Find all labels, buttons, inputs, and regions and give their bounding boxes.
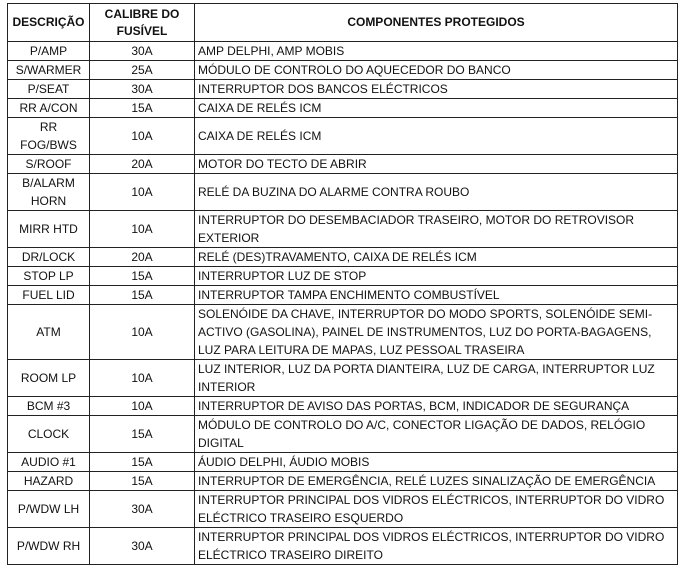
- table-row: [8, 305, 678, 360]
- cell-descricao: ATM: [8, 305, 90, 360]
- cell-componentes: LUZ INTERIOR, LUZ DA PORTA DIANTEIRA, LUZ DE CARGA, INTERRUPTOR LUZ INTERIOR: [195, 360, 678, 397]
- table-row: [8, 61, 678, 80]
- cell-componentes: INTERRUPTOR DE AVISO DAS PORTAS, BCM, INDICADOR DE SEGURANÇA: [195, 397, 678, 416]
- cell-calibre: 10A: [90, 360, 195, 397]
- header-componentes: COMPONENTES PROTEGIDOS: [195, 4, 678, 42]
- table-row: [8, 267, 678, 286]
- table-row: [8, 453, 678, 472]
- table-header-row: [8, 4, 678, 42]
- table-row: [8, 155, 678, 174]
- cell-descricao: MIRR HTD: [8, 211, 90, 248]
- cell-descricao: S/ROOF: [8, 155, 90, 174]
- table-row: [8, 80, 678, 99]
- cell-componentes: SOLENÓIDE DA CHAVE, INTERRUPTOR DO MODO SPORTS, SOLENÓIDE SEMI-ACTIVO (GASOLINA), PAINEL DE INSTRUMENTOS, LUZ DO PORTA-BAGAGENS, LUZ PARA LEITURA DE MAPAS, LUZ PESSOAL TRASEIRA: [195, 305, 678, 360]
- table-row: [8, 286, 678, 305]
- cell-componentes: ÁUDIO DELPHI, ÁUDIO MOBIS: [195, 453, 678, 472]
- table-row: [8, 42, 678, 61]
- table-row: [8, 118, 678, 155]
- cell-calibre: 10A: [90, 397, 195, 416]
- cell-descricao: P/SEAT: [8, 80, 90, 99]
- cell-componentes: RELÉ DA BUZINA DO ALARME CONTRA ROUBO: [195, 174, 678, 211]
- cell-descricao: FUEL LID: [8, 286, 90, 305]
- cell-calibre: 30A: [90, 491, 195, 528]
- cell-calibre: 15A: [90, 267, 195, 286]
- cell-calibre: 30A: [90, 42, 195, 61]
- table-row: [8, 360, 678, 397]
- table-row: [8, 528, 678, 565]
- cell-calibre: 30A: [90, 80, 195, 99]
- cell-componentes: MÓDULO DE CONTROLO DO AQUECEDOR DO BANCO: [195, 61, 678, 80]
- cell-componentes: INTERRUPTOR DE EMERGÊNCIA, RELÉ LUZES SINALIZAÇÃO DE EMERGÊNCIA: [195, 472, 678, 491]
- cell-calibre: 10A: [90, 174, 195, 211]
- cell-descricao: ROOM LP: [8, 360, 90, 397]
- table-row: [8, 211, 678, 248]
- cell-componentes: INTERRUPTOR LUZ DE STOP: [195, 267, 678, 286]
- cell-componentes: INTERRUPTOR DOS BANCOS ELÉCTRICOS: [195, 80, 678, 99]
- cell-calibre: 15A: [90, 416, 195, 453]
- table-row: [8, 174, 678, 211]
- cell-descricao: HAZARD: [8, 472, 90, 491]
- cell-descricao: DR/LOCK: [8, 248, 90, 267]
- table-row: [8, 248, 678, 267]
- cell-componentes: MOTOR DO TECTO DE ABRIR: [195, 155, 678, 174]
- cell-componentes: INTERRUPTOR PRINCIPAL DOS VIDROS ELÉCTRICOS, INTERRUPTOR DO VIDRO ELÉCTRICO TRASEIRO ESQUERDO: [195, 491, 678, 528]
- cell-descricao: BCM #3: [8, 397, 90, 416]
- cell-descricao: P/WDW RH: [8, 528, 90, 565]
- cell-descricao: P/WDW LH: [8, 491, 90, 528]
- cell-calibre: 15A: [90, 472, 195, 491]
- cell-componentes: INTERRUPTOR DO DESEMBACIADOR TRASEIRO, MOTOR DO RETROVISOR EXTERIOR: [195, 211, 678, 248]
- cell-descricao: CLOCK: [8, 416, 90, 453]
- cell-calibre: 15A: [90, 99, 195, 118]
- cell-calibre: 15A: [90, 286, 195, 305]
- cell-calibre: 30A: [90, 528, 195, 565]
- cell-componentes: INTERRUPTOR PRINCIPAL DOS VIDROS ELÉCTRICOS, INTERRUPTOR DO VIDRO ELÉCTRICO TRASEIRO DIREITO: [195, 528, 678, 565]
- cell-calibre: 10A: [90, 211, 195, 248]
- table-row: [8, 472, 678, 491]
- cell-calibre: 15A: [90, 453, 195, 472]
- table-row: [8, 491, 678, 528]
- header-calibre: CALIBRE DO FUSÍVEL: [90, 4, 195, 42]
- cell-componentes: MÓDULO DE CONTROLO DO A/C, CONECTOR LIGAÇÃO DE DADOS, RELÓGIO DIGITAL: [195, 416, 678, 453]
- cell-componentes: RELÉ (DES)TRAVAMENTO, CAIXA DE RELÉS ICM: [195, 248, 678, 267]
- header-descricao: DESCRIÇÃO: [8, 4, 90, 42]
- cell-descricao: RR FOG/BWS: [8, 118, 90, 155]
- cell-componentes: AMP DELPHI, AMP MOBIS: [195, 42, 678, 61]
- cell-descricao: STOP LP: [8, 267, 90, 286]
- cell-descricao: B/ALARM HORN: [8, 174, 90, 211]
- cell-componentes: INTERRUPTOR TAMPA ENCHIMENTO COMBUSTÍVEL: [195, 286, 678, 305]
- table-row: [8, 416, 678, 453]
- cell-calibre: 10A: [90, 305, 195, 360]
- cell-componentes: CAIXA DE RELÉS ICM: [195, 118, 678, 155]
- table-row: [8, 99, 678, 118]
- fuse-table: [7, 3, 678, 565]
- cell-descricao: P/AMP: [8, 42, 90, 61]
- cell-componentes: CAIXA DE RELÉS ICM: [195, 99, 678, 118]
- cell-calibre: 20A: [90, 248, 195, 267]
- cell-descricao: RR A/CON: [8, 99, 90, 118]
- cell-descricao: S/WARMER: [8, 61, 90, 80]
- cell-descricao: AUDIO #1: [8, 453, 90, 472]
- cell-calibre: 10A: [90, 118, 195, 155]
- cell-calibre: 25A: [90, 61, 195, 80]
- table-row: [8, 397, 678, 416]
- cell-calibre: 20A: [90, 155, 195, 174]
